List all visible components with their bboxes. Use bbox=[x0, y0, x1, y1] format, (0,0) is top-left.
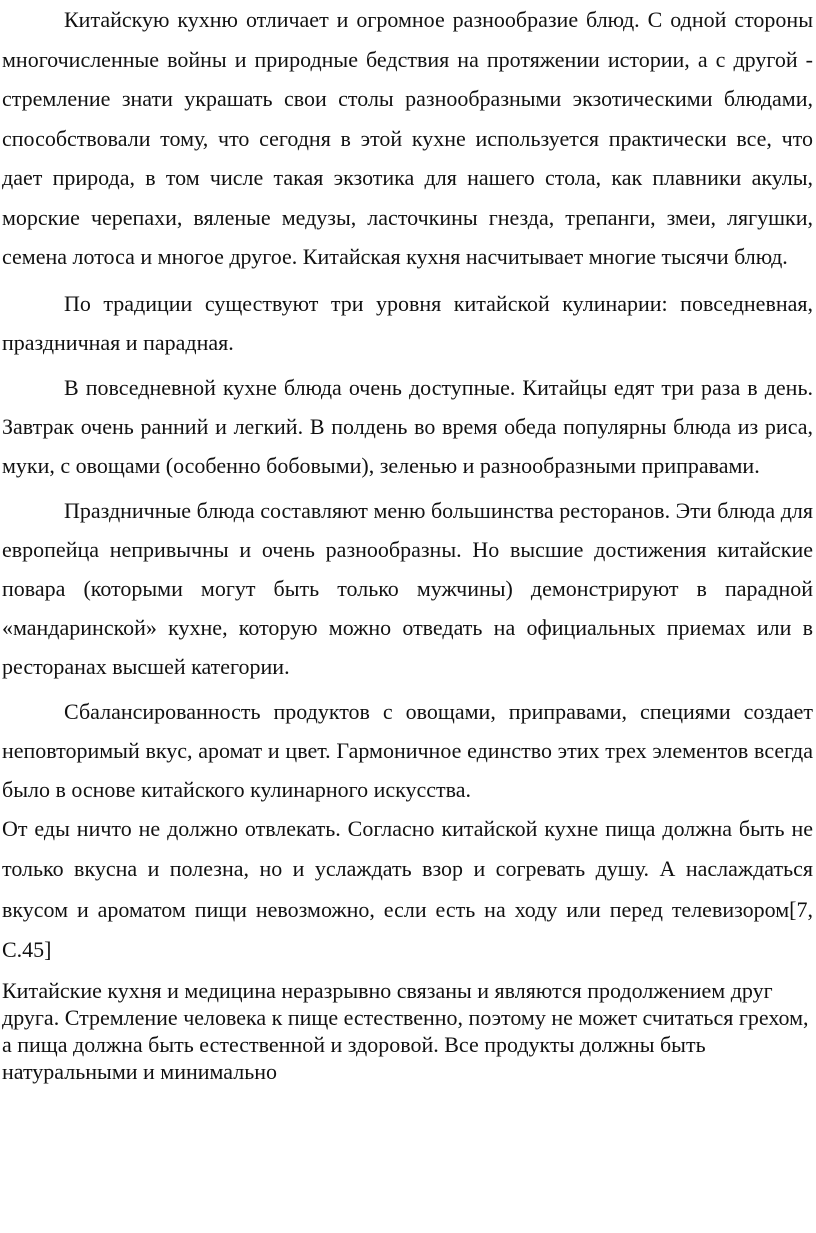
paragraph-exotic-dishes: Китайскую кухню отличает и огромное разнообразие блюд. С одной стороны многочисленные войны и природные бедствия на протяжении истории, а с другой - стремление знати украшать свои столы разнообразными экзотическими блюдами, способствовали тому, что сегодня в этой кухне используется практически все, что дает природа, в том числе такая экзотика для нашего стола, как плавники акулы, морские черепахи, вяленые медузы, ласточкины гнезда, трепанги, змеи, лягушки, семена лотоса и многое другое. Китайская кухня насчитывает многие тысячи блюд. bbox=[2, 7, 813, 269]
paragraph-three-levels: По традиции существуют три уровня китайской кулинарии: повседневная, праздничная и парадная. bbox=[2, 290, 813, 355]
paragraph-everyday-cuisine: В повседневной кухне блюда очень доступные. Китайцы едят три раза в день. Завтрак очень ранний и легкий. В полдень во время обеда популярны блюда из риса, муки, с овощами (особенно бобовыми), зеленью и разнообразными приправами. bbox=[2, 374, 813, 478]
paragraph-cuisine-medicine: Китайские кухня и медицина неразрывно связаны и являются продолжением друг друга. Стремление человека к пище естественно, поэтому не может считаться грехом, а пища должна быть естественной и здоровой. Все продукты должны быть натуральными и минимально bbox=[2, 977, 809, 1084]
paragraph-festive-cuisine: Праздничные блюда составляют меню большинства ресторанов. Эти блюда для европейца непривычны и очень разнообразны. Но высшие достижения китайские повара (которыми могут быть только мужчины) демонстрируют в парадной «мандаринской» кухне, которую можно отведать на официальных приемах или в ресторанах высшей категории. bbox=[2, 497, 813, 679]
paragraph-no-distraction: От еды ничто не должно отвлекать. Согласно китайской кухне пища должна быть не только вкусна и полезна, но и услаждать взор и согревать душу. А наслаждаться вкусом и ароматом пищи невозможно, если есть на ходу или перед телевизором[7, С.45] bbox=[2, 815, 813, 962]
paragraph-balance: Сбалансированность продуктов с овощами, приправами, специями создает неповторимый вкус, аромат и цвет. Гармоничное единство этих трех элементов всегда было в основе китайского кулинарного искусства. bbox=[2, 698, 813, 802]
